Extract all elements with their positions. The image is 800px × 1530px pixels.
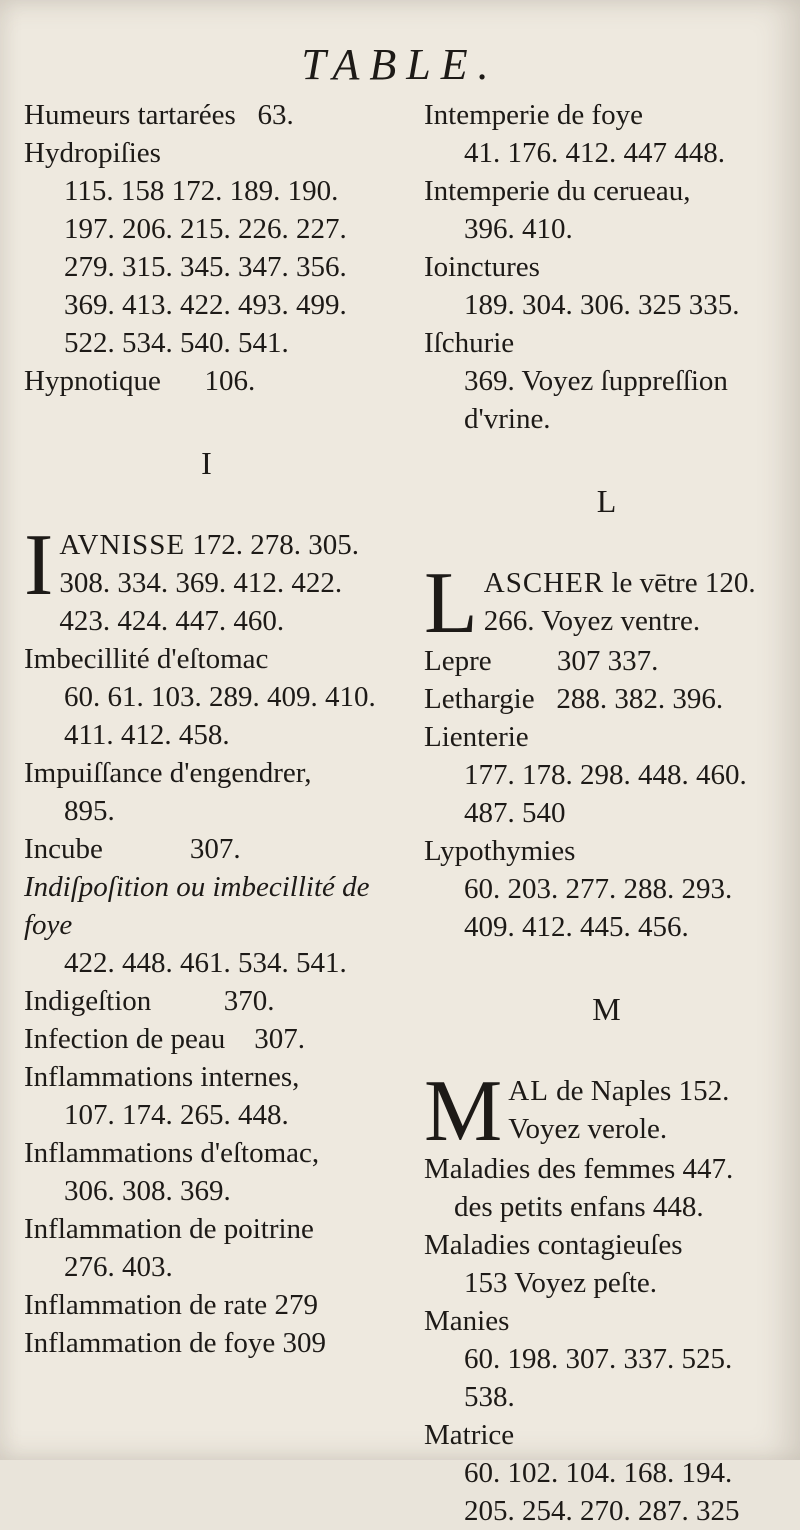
index-entry — [24, 362, 389, 400]
index-entry — [24, 1058, 389, 1134]
entry-term: Ioinctures — [424, 251, 540, 283]
entry-pages: 307. — [254, 1023, 306, 1055]
entry-term: Maladies contagieuſes — [424, 1229, 683, 1261]
index-entry — [424, 1302, 789, 1416]
entry-term: Maladies des femmes — [424, 1153, 676, 1185]
index-entry — [24, 640, 389, 754]
entry-term: Humeurs tartarées — [24, 99, 236, 131]
entry-term: AVNISSE — [59, 529, 186, 561]
index-entry — [424, 1416, 789, 1530]
entry-pages: 279 — [274, 1289, 318, 1321]
entry-pages: 177. 178. 298. 448. 460. 487. 540 — [464, 759, 747, 829]
entry-pages: 288. 382. 396. — [556, 683, 724, 715]
entry-term: Intemperie du cerueau, — [424, 175, 691, 207]
index-entry — [24, 134, 389, 362]
entry-pages: 172. 278. 305. 308. 334. 369. 412. 422. 423. 424. 447. 460. — [59, 529, 360, 637]
left-column — [24, 96, 389, 1362]
entry-term: Inflammations internes, — [24, 1061, 300, 1093]
entry-term: Intemperie de foye — [424, 99, 644, 131]
entry-pages: 370. — [223, 985, 275, 1017]
entry-term: Incube — [24, 833, 103, 865]
entry-pages: 895. — [64, 795, 115, 827]
entry-term: Lienterie — [424, 721, 529, 753]
entry-term: Lypothymies — [424, 835, 576, 867]
entry-term: Matrice — [424, 1419, 515, 1451]
entry-pages: 307 337. — [556, 645, 659, 677]
section-letter-i: I — [201, 445, 212, 481]
index-entry — [424, 96, 789, 172]
entry-pages: 447. — [682, 1153, 734, 1185]
entry-pages: 306. 308. 369. — [64, 1175, 231, 1207]
entry-pages: 189. 304. 306. 325 335. — [464, 289, 740, 321]
entry-pages: 107. 174. 265. 448. — [64, 1099, 289, 1131]
entry-pages: 309 — [282, 1327, 326, 1359]
index-entry — [24, 1286, 389, 1324]
index-entry — [424, 1150, 789, 1188]
section-letter-l: L — [596, 483, 617, 519]
entry-pages: 60. 61. 103. 289. 409. 410. 411. 412. 458. — [64, 681, 376, 751]
index-entry — [424, 642, 789, 680]
entry-term: Inflammation de poitrine — [24, 1213, 314, 1245]
index-entry — [24, 1210, 389, 1286]
entry-pages: 115. 158 172. 189. 190. 197. 206. 215. 226. 227. 279. 315. 345. 347. 356. 369. 413. 422. 493. 499. 522. 534. 540. 541. — [64, 175, 347, 359]
entry-term: Manies — [424, 1305, 510, 1337]
entry-term: Inflammations d'eſtomac, — [24, 1137, 320, 1169]
entry-pages: 60. 102. 104. 168. 194. 205. 254. 270. 287. 325 — [464, 1457, 740, 1527]
entry-term: Impuiſſance d'engendrer, — [24, 757, 312, 789]
entry-pages: 60. 198. 307. 337. 525. 538. — [464, 1343, 733, 1413]
entry-term: Inflammation de foye — [24, 1327, 276, 1359]
right-column — [424, 96, 789, 1530]
index-entry — [24, 1134, 389, 1210]
entry-term: Hydropiſies — [24, 137, 161, 169]
entry-term: AL — [508, 1075, 549, 1107]
entry-pages: 369. Voyez ſuppreſſion d'vrine. — [464, 365, 728, 435]
entry-term: Iſchurie — [424, 327, 515, 359]
entry-pages: 153 Voyez peſte. — [464, 1267, 658, 1299]
index-entry — [24, 982, 389, 1020]
index-entry-mal-de-naples — [424, 1063, 789, 1160]
index-entry-lascher — [424, 555, 789, 652]
entry-pages: 396. 410. — [464, 213, 573, 245]
index-entry — [424, 324, 789, 438]
drop-cap: I — [24, 517, 54, 614]
entry-pages: 422. 448. 461. 534. 541. — [64, 947, 347, 979]
entry-term: ASCHER — [483, 567, 605, 599]
entry-term: Indigeſtion — [24, 985, 152, 1017]
section-letter-m: M — [592, 991, 621, 1027]
entry-term: Lepre — [424, 645, 492, 677]
entry-pages: 63. — [257, 99, 294, 131]
index-entry — [424, 680, 789, 718]
index-entry — [424, 718, 789, 832]
index-entry — [24, 96, 389, 134]
entry-pages: 106. — [204, 365, 256, 397]
entry-term: des petits enfans — [454, 1191, 646, 1223]
entry-term: Hypnotique — [24, 365, 161, 397]
entry-pages: 60. 203. 277. 288. 293. 409. 412. 445. 456. — [464, 873, 733, 943]
index-entry — [424, 248, 789, 324]
entry-pages: de Naples 152. Voyez verole. — [508, 1075, 730, 1145]
index-entry — [24, 830, 389, 868]
entry-term: Indiſpoſition ou imbecillité de foye — [24, 871, 370, 941]
entry-pages: 448. — [652, 1191, 704, 1223]
entry-term: Infection de peau — [24, 1023, 226, 1055]
drop-cap: M — [424, 1063, 503, 1160]
index-entry — [424, 1226, 789, 1302]
index-entry — [424, 832, 789, 946]
index-entry — [24, 1324, 389, 1362]
entry-pages: le vētre 120. 266. Voyez ventre. — [483, 567, 756, 637]
entry-pages: 307. — [189, 833, 241, 865]
drop-cap: L — [424, 555, 478, 652]
entry-term: Inflammation de rate — [24, 1289, 268, 1321]
index-entry — [424, 1188, 789, 1226]
index-entry — [24, 868, 389, 982]
index-entry — [24, 754, 389, 830]
entry-pages: 276. 403. — [64, 1251, 173, 1283]
page-title: TABLE. — [301, 40, 499, 89]
entry-term: Imbecillité d'eſtomac — [24, 643, 269, 675]
index-entry — [24, 1020, 389, 1058]
entry-term: Lethargie — [424, 683, 535, 715]
index-entry-jaunisse — [24, 517, 389, 640]
index-entry — [424, 172, 789, 248]
entry-pages: 41. 176. 412. 447 448. — [464, 137, 725, 169]
